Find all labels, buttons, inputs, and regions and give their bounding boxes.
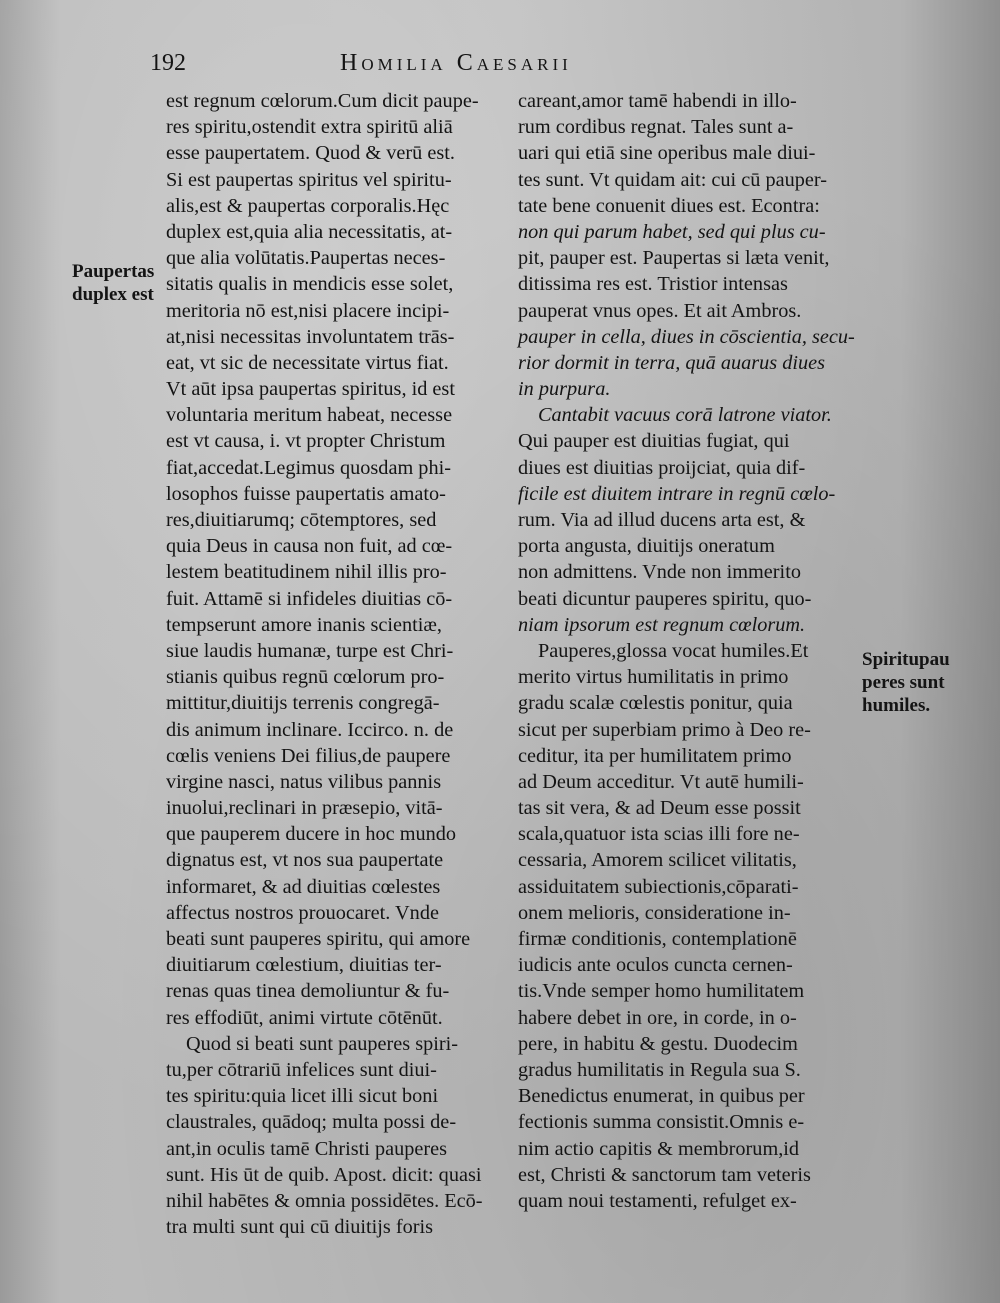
text-line: tes spiritu:quia licet illi sicut boni (166, 1085, 439, 1108)
text-line: Cantabit vacuus corā latrone viator. (538, 404, 832, 427)
running-title: Homilia Caesarii (340, 50, 572, 76)
text-line: res effodiūt, animi virtute cōtēnūt. (166, 1006, 443, 1029)
text-line: est vt causa, i. vt propter Christum (166, 430, 446, 453)
text-line: mittitur,diuitijs terrenis congregā- (166, 692, 440, 715)
text-line: Pauperes,glossa vocat humiles.Et (538, 639, 809, 662)
text-line: porta angusta, diuitijs oneratum (518, 535, 775, 558)
text-line: non qui parum habet, sed qui plus cu- (518, 220, 826, 243)
text-line: pit, pauper est. Paupertas si læta venit, (518, 247, 830, 270)
text-line: Si est paupertas spiritus vel spiritu- (166, 168, 452, 191)
text-line: meritoria nō est,nisi placere incipi- (166, 299, 450, 322)
text-line: pere, in habitu & gestu. Duodecim (518, 1032, 798, 1055)
margin-note-line: Spiritupau (862, 649, 950, 670)
text-line: rum. Via ad illud ducens arta est, & (518, 509, 806, 531)
text-line: gradus humilitatis in Regula sua S. (518, 1058, 801, 1081)
text-line: siue laudis humanæ, turpe est Chri- (166, 639, 454, 662)
text-line: diues est diuitias proijciat, quia dif- (518, 456, 806, 479)
text-line: firmæ conditionis, contemplationē (518, 928, 797, 950)
text-line: niam ipsorum est regnum cœlorum. (518, 613, 806, 636)
text-line: quam noui testamenti, refulget ex- (518, 1189, 797, 1212)
text-line: at,nisi necessitas involuntatem trās- (166, 325, 455, 348)
margin-note-line: peres sunt (862, 672, 945, 693)
text-line: tis.Vnde semper homo humilitatem (518, 980, 805, 1003)
left-text-column (166, 88, 506, 1240)
text-line: diuitiarum cœlestium, diuitias ter- (166, 954, 442, 977)
text-line: uari qui etiā sine operibus male diui- (518, 142, 816, 165)
text-line: ceditur, ita per humilitatem primo (518, 744, 792, 767)
text-line: beati dicuntur pauperes spiritu, quo- (518, 587, 812, 610)
text-line: duplex est,quia alia necessitatis, at- (166, 220, 453, 243)
text-line: sicut per superbiam primo à Deo re- (518, 718, 811, 741)
text-line: ant,in oculis tamē Christi pauperes (166, 1137, 448, 1160)
text-line: pauper in cella, diues in cōscientia, secu- (518, 325, 855, 348)
text-line: losophos fuisse paupertatis amato- (166, 482, 446, 505)
text-line: informaret, & ad diuitias cœlestes (166, 875, 441, 898)
right-text-column (518, 88, 858, 1214)
text-line: gradu scalæ cœlestis ponitur, quia (518, 692, 793, 715)
text-line: nihil habētes & omnia possidētes. Ecō- (166, 1189, 483, 1212)
margin-note-line: Paupertas (72, 261, 155, 282)
text-line: scala,quatuor ista scias illi fore ne- (518, 823, 800, 846)
text-line: non admittens. Vnde non immerito (518, 561, 801, 584)
text-line: eat, vt sic de necessitate virtus fiat. (166, 351, 449, 374)
text-line: stianis quibus regnū cœlorum pro- (166, 666, 445, 689)
text-line: tu,per cōtrariū infelices sunt diui- (166, 1058, 437, 1081)
text-line: ficile est diuitem intrare in regnū cœlo- (518, 482, 836, 505)
text-line: renas quas tinea demoliuntur & fu- (166, 980, 450, 1003)
text-line: Quod si beati sunt pauperes spiri- (186, 1032, 459, 1055)
text-line: fiat,accedat.Legimus quosdam phi- (166, 456, 451, 479)
text-line: in purpura. (518, 378, 611, 401)
text-line: dignatus est, vt nos sua paupertate (166, 849, 444, 872)
text-line: careant,amor tamē habendi in illo- (518, 90, 797, 112)
text-line: que pauperem ducere in hoc mundo (166, 823, 457, 846)
text-line: tas sit vera, & ad Deum esse possit (518, 797, 801, 820)
text-line: esse paupertatem. Quod & verū est. (166, 142, 455, 165)
margin-note-line: humiles. (862, 695, 931, 716)
text-line: tra multi sunt qui cū diuitijs foris (166, 1216, 434, 1239)
text-line: sitatis qualis in mendicis esse solet, (166, 273, 454, 296)
text-line: affectus nostros prouocaret. Vnde (166, 901, 439, 924)
text-line: habere debet in ore, in corde, in o- (518, 1006, 797, 1029)
text-line: cœlis veniens Dei filius,de paupere (166, 744, 451, 767)
text-line: Vt aūt ipsa paupertas spiritus, id est (166, 378, 455, 401)
text-line: cessaria, Amorem scilicet vilitatis, (518, 849, 797, 872)
text-line: ditissima res est. Tristior intensas (518, 273, 788, 296)
margin-note-line: duplex est (72, 284, 154, 305)
text-line: pauperat vnus opes. Et ait Ambros. (518, 299, 802, 322)
text-line: tes sunt. Vt quidam ait: cui cū pauper- (518, 168, 828, 191)
text-line: quia Deus in causa non fuit, ad cœ- (166, 535, 453, 558)
text-line: claustrales, quādoq; multa possi de- (166, 1111, 457, 1134)
page-number: 192 (150, 50, 186, 76)
text-line: iudicis ante oculos cuncta cernen- (518, 954, 793, 977)
text-line: assiduitatem subiectionis,cōparati- (518, 875, 799, 898)
text-line: beati sunt pauperes spiritu, qui amore (166, 928, 471, 950)
text-line: fuit. Attamē si infideles diuitias cō- (166, 587, 453, 610)
text-line: rior dormit in terra, quā auarus diues (518, 351, 826, 374)
text-line: onem melioris, consideratione in- (518, 901, 791, 924)
text-line: tate bene conuenit diues est. Econtra: (518, 194, 820, 217)
text-line: merito virtus humilitatis in primo (518, 666, 789, 689)
text-line: Qui pauper est diuitias fugiat, qui (518, 430, 790, 453)
text-line: voluntaria meritum habeat, necesse (166, 404, 453, 427)
text-line: sunt. His ūt de quib. Apost. dicit: quasi (166, 1163, 482, 1186)
text-line: nim actio capitis & membrorum,id (518, 1137, 800, 1160)
right-margin-note (862, 648, 992, 717)
text-line: inuolui,reclinari in præsepio, vitā- (166, 797, 443, 820)
left-margin-note (72, 260, 166, 306)
text-line: que alia volūtatis.Paupertas neces- (166, 247, 446, 270)
text-line: virgine nasci, natus vilibus pannis (166, 770, 442, 793)
text-line: dis animum inclinare. Iccirco. n. de (166, 718, 454, 741)
text-line: est regnum cœlorum.Cum dicit paupe- (166, 90, 479, 112)
text-line: lestem beatitudinem nihil illis pro- (166, 561, 447, 584)
text-line: tempserunt amore inanis scientiæ, (166, 613, 442, 636)
text-line: res spiritu,ostendit extra spiritū aliā (166, 116, 453, 139)
text-line: rum cordibus regnat. Tales sunt a- (518, 116, 794, 139)
text-line: Benedictus enumerat, in quibus per (518, 1085, 805, 1108)
text-line: fectionis summa consistit.Omnis e- (518, 1111, 805, 1134)
text-line: ad Deum acceditur. Vt autē humili- (518, 770, 804, 793)
text-line: est, Christi & sanctorum tam veteris (518, 1163, 811, 1186)
text-line: alis,est & paupertas corporalis.Hęc (166, 194, 450, 217)
text-line: res,diuitiarumq; cōtemptores, sed (166, 509, 437, 531)
